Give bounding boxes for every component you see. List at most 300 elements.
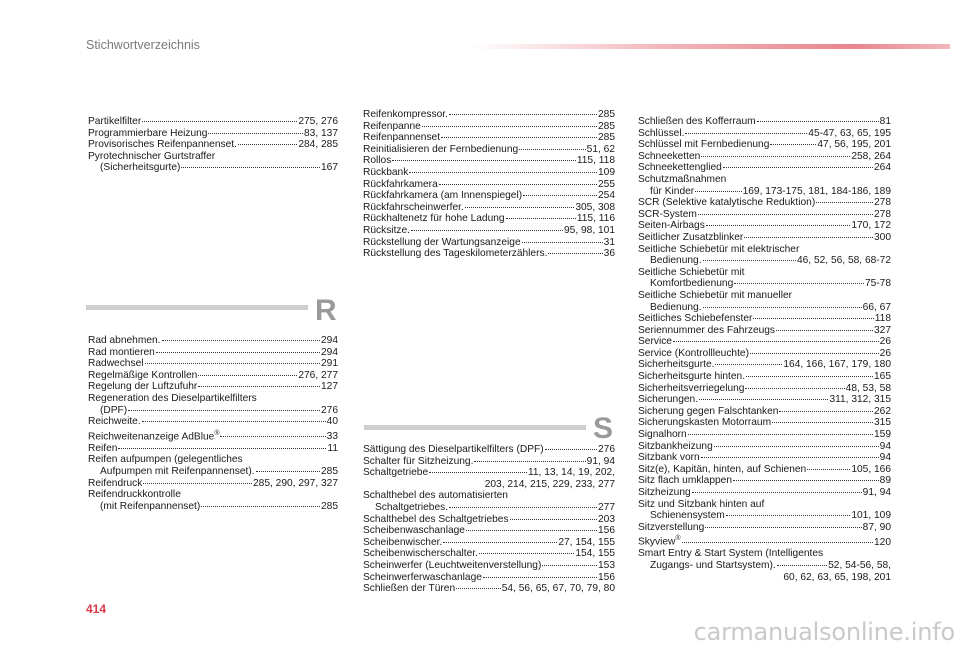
index-entry-pages: 109: [598, 166, 615, 178]
index-entry-label: Schließen der Türen: [363, 583, 456, 595]
index-entry-label: Rückfahrscheinwerfer.: [363, 201, 464, 213]
index-entry-label: Sicherheitsverriegelung: [638, 382, 745, 394]
index-entry: [363, 548, 615, 560]
leader-dots: [816, 202, 873, 203]
leader-dots: [449, 114, 597, 115]
index-entry: [638, 313, 891, 325]
index-entry-label: Scheibenwaschanlage: [363, 525, 465, 537]
index-entry-label: Service: [638, 336, 672, 348]
index-entry-label: Rad abnehmen.: [88, 335, 161, 346]
index-entry-label: Sicherung gegen Falschtanken: [638, 405, 779, 417]
index-entry: [638, 406, 891, 418]
index-entry-label: Reifen aufpumpen (gelegentliches: [88, 454, 243, 466]
index-entry: [363, 537, 615, 549]
index-entry: [638, 548, 891, 560]
watermark: carmanualsonline.info: [693, 618, 955, 646]
index-entry-pages: 11, 13, 14, 19, 202,: [527, 467, 615, 479]
leader-dots: [733, 480, 879, 481]
index-entry-pages: 46, 52, 56, 58, 68-72: [796, 255, 891, 267]
index-entry-pages: 167: [321, 162, 338, 174]
leader-dots: [685, 133, 807, 134]
index-entry: [88, 454, 338, 466]
leader-dots: [466, 530, 597, 531]
index-entry-pages: 40: [326, 416, 338, 428]
index-entry-pages: 285: [321, 500, 338, 512]
index-entry-label: Seitlicher Zusatzblinker: [638, 231, 744, 243]
index-entry-pages: 170, 172: [851, 220, 891, 232]
index-entry-label: (Sicherheitsgurte): [100, 162, 181, 174]
leader-dots: [456, 588, 501, 589]
leader-dots: [750, 353, 879, 354]
index-entry: [638, 139, 891, 151]
index-entry: [88, 358, 338, 370]
index-entry-pages: 118: [874, 313, 891, 325]
leader-dots: [162, 340, 321, 341]
leader-dots: [703, 260, 796, 261]
index-entry-label: Schutzmaßnahmen: [638, 173, 727, 185]
index-entry-pages: 311, 312, 315: [829, 394, 891, 406]
index-entry-pages: 94: [879, 452, 891, 464]
index-entry: [638, 383, 891, 395]
index-entry-label: Schalthebel des automatisierten: [363, 490, 508, 502]
leader-dots: [443, 542, 557, 543]
index-entry: [638, 174, 891, 186]
index-entry-label: Schalthebel des Schaltgetriebes: [363, 513, 509, 525]
index-entry: [363, 190, 615, 202]
index-entry: [363, 479, 615, 491]
index-entry-pages: 262: [874, 405, 891, 417]
index-entry-label: SCR-System: [638, 208, 697, 220]
index-entry: [88, 370, 338, 382]
index-entry-pages: 294: [321, 335, 338, 346]
index-entry: [638, 151, 891, 163]
index-entry-label: Sitz und Sitzbank hinten auf: [638, 498, 765, 510]
index-entry: [88, 428, 338, 443]
index-entry-label: Sitzheizung: [638, 487, 691, 498]
leader-dots: [256, 471, 320, 472]
index-entry-label: Schaltgetriebes.: [375, 501, 449, 513]
index-entry: [363, 121, 615, 133]
index-entry-pages: 327: [874, 324, 891, 336]
index-entry-label: Sättigung des Dieselpartikelfilters (DPF): [363, 444, 544, 455]
index-entry: [638, 255, 891, 267]
index-entry-pages: 159: [874, 429, 891, 441]
index-entry-pages: 52, 54-56, 58,: [828, 559, 891, 571]
index-entry-pages: 264: [874, 162, 891, 174]
index-entry-pages: 300: [874, 231, 891, 243]
index-entry: [638, 429, 891, 441]
leader-dots: [545, 449, 597, 450]
index-entry-pages: 276: [321, 404, 338, 416]
index-entry: [88, 347, 338, 359]
index-entry: [638, 116, 891, 128]
index-entry-pages: 277: [598, 501, 615, 513]
leader-dots: [479, 553, 574, 554]
index-entry: [88, 335, 338, 347]
leader-dots: [238, 144, 297, 145]
leader-dots: [506, 218, 576, 219]
index-entry: [363, 490, 615, 502]
index-entry: [88, 381, 338, 393]
index-entry-pages: 285, 290, 297, 327: [253, 477, 338, 489]
index-column-1a: [88, 116, 338, 174]
index-entry-label: Sitzbankheizung: [638, 440, 713, 452]
index-entry-pages: 203: [598, 513, 615, 525]
index-entry-label: Rückfahrkamera (am Innenspiegel): [363, 190, 523, 202]
index-entry: [363, 132, 615, 144]
index-entry-pages: 51, 62: [586, 143, 615, 155]
section-letter-r: R: [315, 294, 337, 327]
index-entry: [88, 151, 338, 163]
index-entry: [638, 487, 891, 499]
index-entry-label: Scheinwerfer (Leuchtweitenverstellung): [363, 559, 542, 571]
index-entry-label: Aufpumpen mit Reifenpannenset).: [100, 465, 255, 477]
index-entry: [88, 416, 338, 428]
index-entry-label: Service (Kontrollleuchte): [638, 347, 749, 359]
index-entry-label: Sitzverstellung: [638, 521, 705, 533]
index-entry: [638, 522, 891, 534]
leader-dots: [118, 448, 326, 449]
index-entry-pages: 284, 285: [298, 139, 338, 151]
index-entry: [638, 186, 891, 198]
leader-dots: [777, 565, 827, 566]
index-column-3: [638, 116, 891, 583]
index-entry-pages: 275, 276: [298, 116, 338, 127]
index-entry-label: Komfortbedienung: [650, 278, 734, 290]
leader-dots: [673, 341, 879, 342]
index-entry-pages: 47, 56, 195, 201: [817, 139, 891, 151]
index-entry: [363, 237, 615, 249]
leader-dots: [548, 253, 602, 254]
leader-dots: [439, 184, 597, 185]
index-entry: [638, 278, 891, 290]
index-entry-label: Rückfahrkamera: [363, 178, 438, 190]
index-entry: [363, 467, 615, 479]
leader-dots: [522, 242, 603, 243]
index-entry-label: Schlüssel.: [638, 127, 685, 139]
index-entry-pages: 315: [874, 417, 891, 429]
index-entry-label: Bedienung.: [650, 301, 702, 313]
index-entry: [638, 267, 891, 279]
index-entry: [88, 116, 338, 128]
leader-dots: [542, 565, 597, 566]
index-entry: [638, 475, 891, 487]
index-entry: [638, 394, 891, 406]
index-entry-label: SCR (Selektive katalytische Reduktion): [638, 197, 816, 209]
index-entry-pages: 33: [326, 431, 338, 443]
leader-dots: [715, 364, 782, 365]
index-entry: [638, 560, 891, 572]
index-entry-pages: 75-78: [864, 278, 891, 290]
index-entry-label: Skyview®: [638, 535, 681, 548]
index-entry: [638, 128, 891, 140]
index-entry-label: (mit Reifenpannenset): [100, 500, 201, 512]
index-entry-label: Reifen: [88, 442, 118, 454]
index-entry-label: Regelung der Luftzufuhr: [88, 381, 198, 393]
index-entry: [638, 348, 891, 360]
index-entry-label: Sicherungskasten Motorraum: [638, 417, 772, 429]
index-entry-pages: 254: [598, 190, 615, 202]
index-entry-pages: 87, 90: [862, 521, 891, 533]
index-entry-label: Scheinwerferwaschanlage: [363, 571, 482, 583]
section-divider-r: [86, 305, 308, 310]
leader-dots: [703, 307, 862, 308]
index-entry-label: Rückbank: [363, 166, 409, 178]
leader-dots: [699, 399, 828, 400]
index-entry-pages: 83, 137: [304, 127, 338, 139]
index-entry-pages: 165: [874, 371, 891, 383]
index-entry-label: Zugangs- und Startsystem).: [650, 559, 776, 571]
index-entry: [638, 510, 891, 522]
index-entry: [638, 533, 891, 548]
page-number: 414: [86, 602, 107, 616]
index-entry-label: Schließen des Kofferraum: [638, 116, 756, 127]
leader-dots: [411, 230, 563, 231]
index-entry-pages: 26: [879, 336, 891, 348]
index-entry-pages: 169, 173-175, 181, 184-186, 189: [742, 185, 891, 197]
leader-dots: [449, 507, 597, 508]
index-entry-pages: 276, 277: [298, 369, 338, 381]
index-entry: [363, 456, 615, 468]
index-entry: [363, 167, 615, 179]
section-divider-s: [364, 425, 586, 430]
index-entry-pages: 278: [874, 197, 891, 209]
index-entry-pages: 276: [598, 444, 615, 455]
index-entry-pages: 27, 154, 155: [558, 536, 615, 548]
leader-dots: [156, 352, 320, 353]
index-entry-label: Reifendruckkontrolle: [88, 489, 181, 501]
index-entry-label: Regeneration des Dieselpartikelfilters: [88, 392, 257, 404]
leader-dots: [692, 492, 862, 493]
index-entry-label: Seiten-Airbags: [638, 220, 705, 232]
index-entry-pages: 291: [321, 358, 338, 370]
index-entry: [638, 359, 891, 371]
index-entry-pages: 54, 56, 65, 67, 70, 79, 80: [501, 583, 615, 595]
leader-dots: [807, 469, 850, 470]
index-entry-label: Reinitialisieren der Fernbedienung: [363, 143, 519, 155]
index-entry-pages: 285: [598, 120, 615, 132]
leader-dots: [723, 167, 873, 168]
index-entry: [638, 464, 891, 476]
index-entry: [88, 405, 338, 417]
index-entry: [88, 393, 338, 405]
index-entry-pages: 285: [321, 465, 338, 477]
index-entry-pages: 115, 116: [576, 213, 615, 225]
index-entry-pages: 305, 308: [575, 201, 615, 213]
leader-dots: [142, 121, 297, 122]
leader-dots: [220, 436, 325, 437]
index-entry-pages: 278: [874, 208, 891, 220]
index-entry: [363, 225, 615, 237]
index-entry-label: Schaltgetriebe: [363, 467, 429, 479]
leader-dots: [198, 375, 297, 376]
leader-dots: [422, 126, 597, 127]
index-entry: [638, 244, 891, 256]
leader-dots: [705, 527, 861, 528]
index-entry-pages: 258, 264: [851, 150, 891, 162]
index-entry-pages: 127: [321, 381, 338, 393]
index-entry: [363, 444, 615, 456]
index-entry-label: Programmierbare Heizung: [88, 127, 208, 139]
index-entry: [638, 209, 891, 221]
index-entry-label: Schlüssel mit Fernbedienung: [638, 139, 770, 151]
index-entry-label: Sitz(e), Kapitän, hinten, auf Schienen: [638, 463, 807, 475]
index-entry-label: Reifenpannenset: [363, 132, 441, 144]
index-column-1b: [88, 335, 338, 512]
index-entry-pages: 60, 62, 63, 65, 198, 201: [783, 571, 891, 583]
index-entry-label: Seitliche Schiebetür mit: [638, 266, 745, 278]
leader-dots: [770, 144, 816, 145]
leader-dots: [746, 376, 873, 377]
leader-dots: [714, 446, 879, 447]
header-accent-bar: [470, 44, 950, 49]
index-entry: [363, 583, 615, 595]
index-entry-label: Provisorisches Reifenpannenset.: [88, 139, 237, 151]
index-entry-label: Seitliches Schiebefenster: [638, 313, 753, 325]
leader-dots: [753, 318, 873, 319]
page-header-title: Stichwortverzeichnis: [86, 38, 200, 52]
index-entry-label: Reifenpanne: [363, 120, 421, 132]
leader-dots: [392, 160, 576, 161]
index-entry-label: Sicherheitsgurte.: [638, 359, 715, 371]
leader-dots: [776, 330, 873, 331]
leader-dots: [726, 515, 851, 516]
index-entry-label: für Kinder: [650, 185, 695, 197]
index-entry-label: Regelmäßige Kontrollen: [88, 369, 198, 381]
index-entry-label: Schalter für Sitzheizung.: [363, 455, 474, 467]
index-entry: [88, 501, 338, 513]
index-entry-label: Rückstellung der Wartungsanzeige: [363, 236, 521, 248]
index-entry: [638, 371, 891, 383]
index-entry: [88, 478, 338, 490]
index-entry-label: Sitzbank vorn: [638, 452, 700, 464]
index-entry-pages: 285: [598, 109, 615, 120]
index-entry: [638, 325, 891, 337]
index-entry-pages: 294: [321, 346, 338, 358]
index-entry: [638, 417, 891, 429]
index-entry-pages: 101, 109: [851, 510, 891, 522]
leader-dots: [706, 225, 851, 226]
index-entry-label: Smart Entry & Start System (Intelligentes: [638, 548, 824, 560]
index-entry-pages: 91, 94: [862, 487, 891, 498]
index-entry: [363, 202, 615, 214]
leader-dots: [201, 506, 320, 507]
leader-dots: [474, 461, 585, 462]
leader-dots: [695, 191, 741, 192]
index-column-2b: [363, 444, 615, 595]
index-column-2a: [363, 109, 615, 260]
index-entry-pages: 156: [598, 571, 615, 583]
leader-dots: [181, 167, 320, 168]
index-entry: [363, 179, 615, 191]
leader-dots: [523, 195, 597, 196]
index-entry-pages: 89: [879, 475, 891, 487]
leader-dots: [698, 214, 873, 215]
index-entry: [638, 441, 891, 453]
index-entry-label: Rücksitze.: [363, 224, 410, 236]
index-entry: [363, 155, 615, 167]
index-entry-pages: 164, 166, 167, 179, 180: [783, 359, 891, 371]
index-entry-label: Seitliche Schiebetür mit manueller: [638, 289, 793, 301]
index-entry: [363, 248, 615, 260]
leader-dots: [198, 386, 320, 387]
index-entry-pages: 81: [879, 116, 891, 127]
index-entry-pages: 36: [603, 248, 615, 260]
index-entry: [88, 443, 338, 455]
index-entry: [638, 232, 891, 244]
index-entry-pages: 154, 155: [575, 548, 615, 560]
index-entry: [638, 197, 891, 209]
index-entry: [88, 466, 338, 478]
index-entry-pages: 45-47, 63, 65, 195: [808, 127, 891, 139]
leader-dots: [128, 410, 320, 411]
index-entry-label: Pyrotechnischer Gurtstraffer: [88, 150, 216, 162]
leader-dots: [143, 483, 252, 484]
index-entry-label: (DPF): [100, 404, 128, 416]
index-entry-pages: 11: [327, 442, 338, 454]
leader-dots: [142, 421, 326, 422]
section-letter-s: S: [593, 412, 614, 445]
index-entry-label: Schienensystem: [650, 510, 725, 522]
index-entry-pages: 153: [598, 559, 615, 571]
leader-dots: [682, 542, 873, 543]
index-entry-label: Partikelfilter: [88, 116, 142, 127]
index-entry: [638, 220, 891, 232]
index-entry-pages: 156: [598, 525, 615, 537]
leader-dots: [441, 137, 597, 138]
index-entry-pages: 285: [598, 132, 615, 144]
index-entry: [638, 452, 891, 464]
index-entry-label: Reichweitenanzeige AdBlue®: [88, 429, 220, 443]
index-entry-label: Scheibenwischerschalter.: [363, 548, 478, 560]
index-entry-label: Rollos: [363, 155, 392, 167]
leader-dots: [772, 422, 873, 423]
index-entry-label: Radwechsel: [88, 358, 144, 370]
index-entry-pages: 66, 67: [862, 301, 891, 313]
leader-dots: [510, 519, 597, 520]
index-entry-pages: 31: [603, 236, 615, 248]
leader-dots: [745, 388, 844, 389]
index-entry-pages: 120: [874, 536, 891, 548]
index-entry: [363, 144, 615, 156]
index-entry: [363, 525, 615, 537]
index-entry: [363, 109, 615, 121]
index-entry-pages: 94: [879, 440, 891, 452]
index-entry-label: Rückhaltenetz für hohe Ladung: [363, 213, 505, 225]
index-entry: [363, 560, 615, 572]
index-entry: [638, 499, 891, 511]
index-entry: [88, 139, 338, 151]
index-entry-label: Sicherungen.: [638, 394, 699, 406]
index-entry: [638, 572, 891, 584]
index-entry-pages: 48, 53, 58: [845, 382, 891, 394]
leader-dots: [779, 411, 873, 412]
leader-dots: [465, 207, 575, 208]
index-entry-pages: 115, 118: [576, 155, 615, 167]
index-entry: [638, 162, 891, 174]
leader-dots: [519, 149, 586, 150]
index-entry: [88, 489, 338, 501]
index-entry-label: Reifenkompressor.: [363, 109, 448, 120]
index-entry-label: Schneeketten: [638, 150, 701, 162]
index-entry: [638, 302, 891, 314]
leader-dots: [757, 121, 879, 122]
index-entry-pages: 203, 214, 215, 229, 233, 277: [484, 478, 615, 490]
index-entry: [363, 502, 615, 514]
index-entry: [638, 336, 891, 348]
index-entry: [363, 514, 615, 526]
index-entry-label: Bedienung.: [650, 255, 702, 267]
